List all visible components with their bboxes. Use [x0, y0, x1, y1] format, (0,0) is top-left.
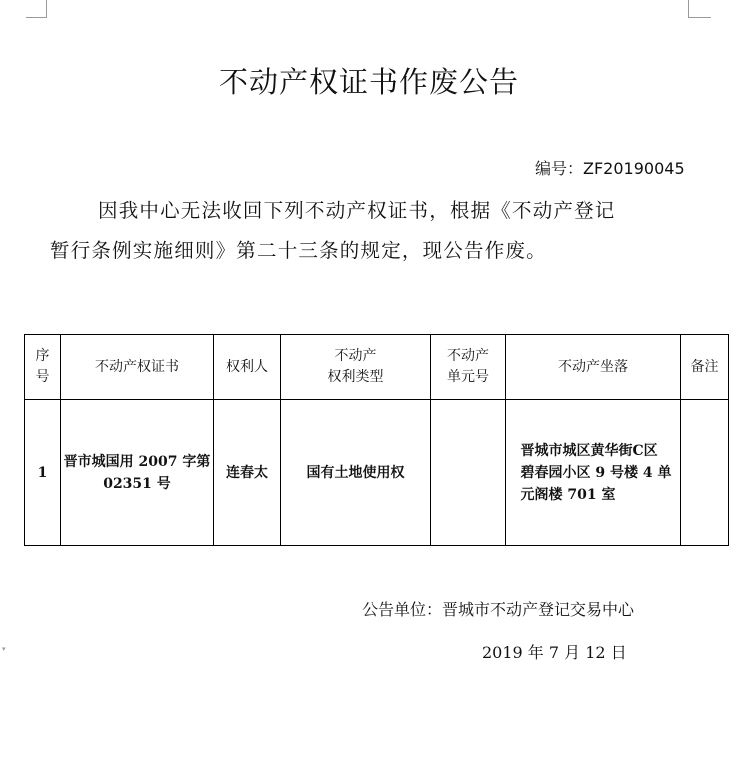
paragraph-line-2: 暂行条例实施细则》第二十三条的规定，现公告作废。 [50, 239, 547, 262]
number-value: ZF20190045 [583, 159, 685, 178]
margin-marker-icon: ▾ [2, 645, 6, 653]
table-header-row [25, 335, 729, 400]
header-right-type-line-1: 不动产 [334, 348, 377, 364]
notice-paragraph [50, 191, 700, 271]
location-line-2: 碧春园小区 9 号楼 4 单 [520, 464, 672, 481]
page-corner-mark-left [26, 0, 47, 18]
certificate-line-1: 晋市城国用 2007 字第 [63, 453, 211, 470]
header-unit-no [431, 335, 506, 400]
cell-index: 1 [25, 400, 61, 546]
document-number [535, 156, 685, 179]
header-unit-no-line-1: 不动产 [447, 348, 489, 364]
location-line-3: 元阁楼 701 室 [520, 486, 616, 503]
table-row [25, 400, 729, 546]
header-location: 不动产坐落 [506, 335, 681, 400]
header-unit-no-line-2: 单元号 [447, 369, 489, 385]
header-owner: 权利人 [214, 335, 281, 400]
header-right-type-line-2: 权利类型 [327, 369, 384, 385]
issue-date: 2019 年 7 月 12 日 [482, 643, 627, 662]
certificate-line-2: 02351 号 [103, 475, 171, 492]
paragraph-line-1: 因我中心无法收回下列不动产权证书，根据《不动产登记 [98, 199, 616, 222]
cell-unit-no [431, 400, 506, 546]
cell-location [506, 400, 681, 546]
number-label: 编号： [535, 159, 584, 178]
cell-certificate [61, 400, 214, 546]
document-title: 不动产权证书作废公告 [218, 65, 519, 99]
header-index-line-2: 号 [35, 369, 50, 385]
header-certificate: 不动产权证书 [61, 335, 214, 400]
cell-right-type: 国有土地使用权 [281, 400, 431, 546]
cell-remarks [681, 400, 729, 546]
cell-owner: 连春太 [214, 400, 281, 546]
header-remarks: 备注 [681, 335, 729, 400]
certificate-table [24, 334, 729, 546]
header-right-type [281, 335, 431, 400]
page-corner-mark-right [688, 0, 711, 18]
location-line-1: 晋城市城区黄华街C区 [520, 442, 658, 459]
header-index [25, 335, 61, 400]
header-index-line-1: 序 [35, 348, 50, 364]
issuing-unit: 公告单位：晋城市不动产登记交易中心 [362, 600, 635, 619]
